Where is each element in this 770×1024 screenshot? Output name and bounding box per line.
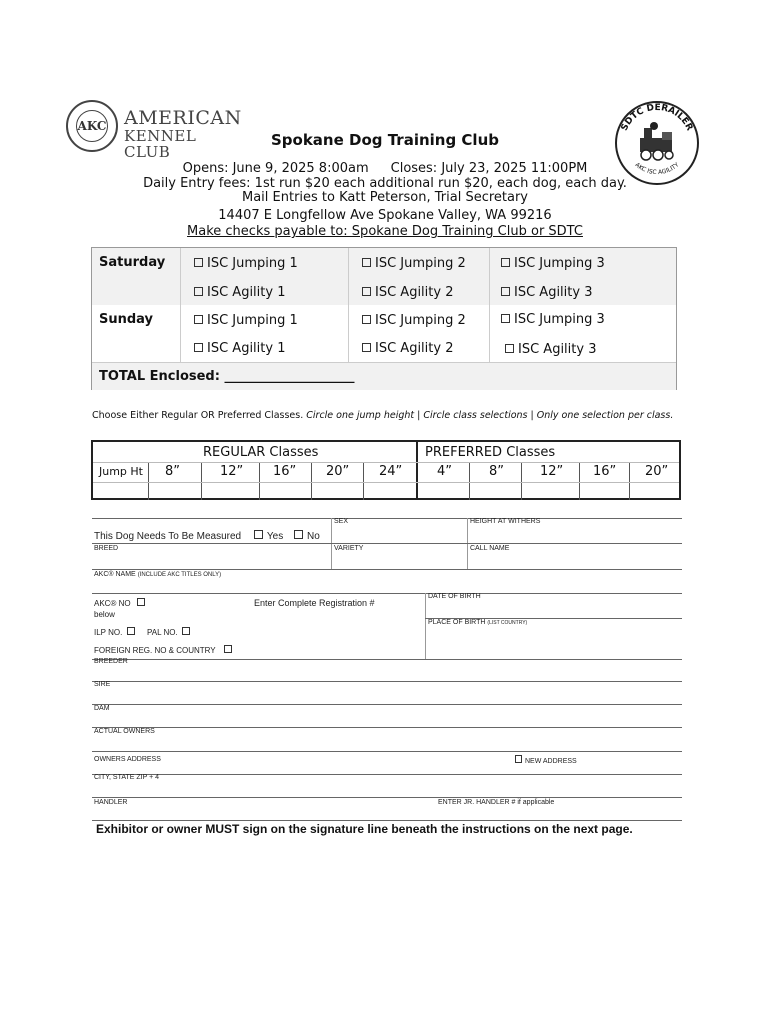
preferred-height-4[interactable]: 4” <box>437 464 453 479</box>
checks-payable <box>0 224 770 239</box>
sun-agility-3[interactable]: ISC Agility 3 <box>505 342 596 357</box>
saturday-label: Saturday <box>99 255 166 270</box>
checkbox-icon[interactable] <box>505 344 514 353</box>
breed-label: BREED <box>94 545 119 552</box>
akc-seal-text: AKC <box>76 110 108 142</box>
akc-logo-line2: KENNEL CLUB <box>124 127 197 161</box>
regular-classes-title: REGULAR Classes <box>203 445 319 460</box>
preferred-classes-title: PREFERRED Classes <box>425 445 556 460</box>
jump-height-table <box>91 440 681 500</box>
checkbox-icon[interactable] <box>194 287 203 296</box>
pal-checkbox-icon[interactable] <box>182 627 190 635</box>
class-schedule-table <box>91 247 677 390</box>
mailing-address: 14407 E Longfellow Ave Spokane Valley, WA 99216 <box>218 208 552 223</box>
pal-no-field[interactable]: PAL NO. <box>147 627 194 637</box>
checkbox-icon[interactable] <box>501 287 510 296</box>
checkbox-icon[interactable] <box>362 287 371 296</box>
yes-checkbox-icon[interactable] <box>254 530 263 539</box>
entry-fees: Daily Entry fees: 1st run $20 each additional run $20, each dog, each day. <box>143 176 627 191</box>
page-title: Spokane Dog Training Club <box>270 131 499 149</box>
sat-jumping-1[interactable]: ISC Jumping 1 <box>194 256 298 271</box>
no-checkbox-icon[interactable] <box>294 530 303 539</box>
checkbox-icon[interactable] <box>362 258 371 267</box>
checks-payable-text: Make checks payable to: Spokane Dog Training Club or SDTC <box>187 224 583 239</box>
closes-date: Closes: July 23, 2025 11:00PM <box>390 161 588 176</box>
checkbox-icon[interactable] <box>501 258 510 267</box>
sun-agility-1[interactable]: ISC Agility 1 <box>194 341 285 356</box>
below-label: below <box>94 610 115 619</box>
actual-owners-label: ACTUAL OWNERS <box>94 728 155 735</box>
jr-handler-label: ENTER JR. HANDLER # if applicable <box>438 799 555 806</box>
checkbox-icon[interactable] <box>194 258 203 267</box>
sat-agility-3[interactable]: ISC Agility 3 <box>501 285 592 300</box>
akc-no-field[interactable]: AKC® NO <box>94 598 149 608</box>
sat-jumping-3[interactable]: ISC Jumping 3 <box>501 256 605 271</box>
sire-label: SIRE <box>94 681 111 688</box>
handler-label: HANDLER <box>94 799 128 806</box>
checkbox-icon[interactable] <box>194 343 203 352</box>
ilp-checkbox-icon[interactable] <box>127 627 135 635</box>
regular-height-12[interactable]: 12” <box>220 464 244 479</box>
class-instructions: Choose Either Regular OR Preferred Classes. Circle one jump height | Circle class selections | Only one selection per class. <box>92 410 674 421</box>
breeder-label: BREEDER <box>94 658 128 665</box>
regular-height-16[interactable]: 16” <box>273 464 297 479</box>
foreign-checkbox-icon[interactable] <box>224 645 232 653</box>
signature-notice: Exhibitor or owner MUST sign on the signature line beneath the instructions on the next page. <box>96 822 633 836</box>
dam-label: DAM <box>94 705 110 712</box>
mail-entries: Mail Entries to Katt Peterson, Trial Secretary <box>241 190 529 205</box>
sun-jumping-3[interactable]: ISC Jumping 3 <box>501 312 605 327</box>
opens-date: Opens: June 9, 2025 8:00am <box>182 161 369 176</box>
sunday-label: Sunday <box>99 312 154 327</box>
enter-registration-label: Enter Complete Registration # <box>254 598 375 608</box>
checkbox-icon[interactable] <box>501 314 510 323</box>
sun-agility-2[interactable]: ISC Agility 2 <box>362 341 453 356</box>
ilp-no-field[interactable]: ILP NO. <box>94 627 139 637</box>
new-address-checkbox-icon[interactable] <box>515 755 522 763</box>
owners-address-label: OWNERS ADDRESS <box>94 756 161 763</box>
preferred-height-12[interactable]: 12” <box>540 464 564 479</box>
checkbox-icon[interactable] <box>362 315 371 324</box>
total-enclosed[interactable]: TOTAL Enclosed: ____________________ <box>99 369 355 384</box>
sdtc-bottom-text: AKC ISC AGILITY <box>633 161 681 177</box>
variety-label: VARIETY <box>334 545 364 552</box>
regular-height-20[interactable]: 20” <box>326 464 350 479</box>
no-label: No <box>307 531 320 542</box>
dates-line <box>0 161 770 176</box>
new-address-field[interactable]: NEW ADDRESS <box>515 755 577 765</box>
measure-question: This Dog Needs To Be Measured Yes No <box>94 531 320 542</box>
city-state-zip-label: CITY, STATE ZIP + 4 <box>94 774 160 781</box>
sat-agility-1[interactable]: ISC Agility 1 <box>194 285 285 300</box>
date-of-birth-label: DATE OF BIRTH <box>428 593 481 600</box>
sat-jumping-2[interactable]: ISC Jumping 2 <box>362 256 466 271</box>
jump-ht-label: Jump Ht <box>99 465 143 478</box>
akc-logo <box>66 100 242 161</box>
yes-label: Yes <box>266 531 284 542</box>
sun-jumping-2[interactable]: ISC Jumping 2 <box>362 313 466 328</box>
preferred-height-16[interactable]: 16” <box>593 464 617 479</box>
sex-label: SEX <box>334 518 349 525</box>
akc-logo-line1: AMERICAN <box>124 107 242 129</box>
akc-no-checkbox-icon[interactable] <box>137 598 145 606</box>
height-at-withers-label: HEIGHT AT WITHERS <box>470 518 541 525</box>
place-of-birth-label: PLACE OF BIRTH (LIST COUNTRY) <box>428 619 528 626</box>
checkbox-icon[interactable] <box>362 343 371 352</box>
call-name-label: CALL NAME <box>470 545 510 552</box>
regular-height-8[interactable]: 8” <box>165 464 181 479</box>
sdtc-top-text: SDTC DERAILER <box>619 102 695 133</box>
sat-agility-2[interactable]: ISC Agility 2 <box>362 285 453 300</box>
preferred-height-20[interactable]: 20” <box>645 464 669 479</box>
checkbox-icon[interactable] <box>194 315 203 324</box>
akc-name-label: AKC® NAME (INCLUDE AKC TITLES ONLY) <box>94 571 222 578</box>
foreign-reg-field[interactable]: FOREIGN REG. NO & COUNTRY <box>94 645 236 655</box>
regular-height-24[interactable]: 24” <box>379 464 403 479</box>
sun-jumping-1[interactable]: ISC Jumping 1 <box>194 313 298 328</box>
preferred-height-8[interactable]: 8” <box>489 464 505 479</box>
